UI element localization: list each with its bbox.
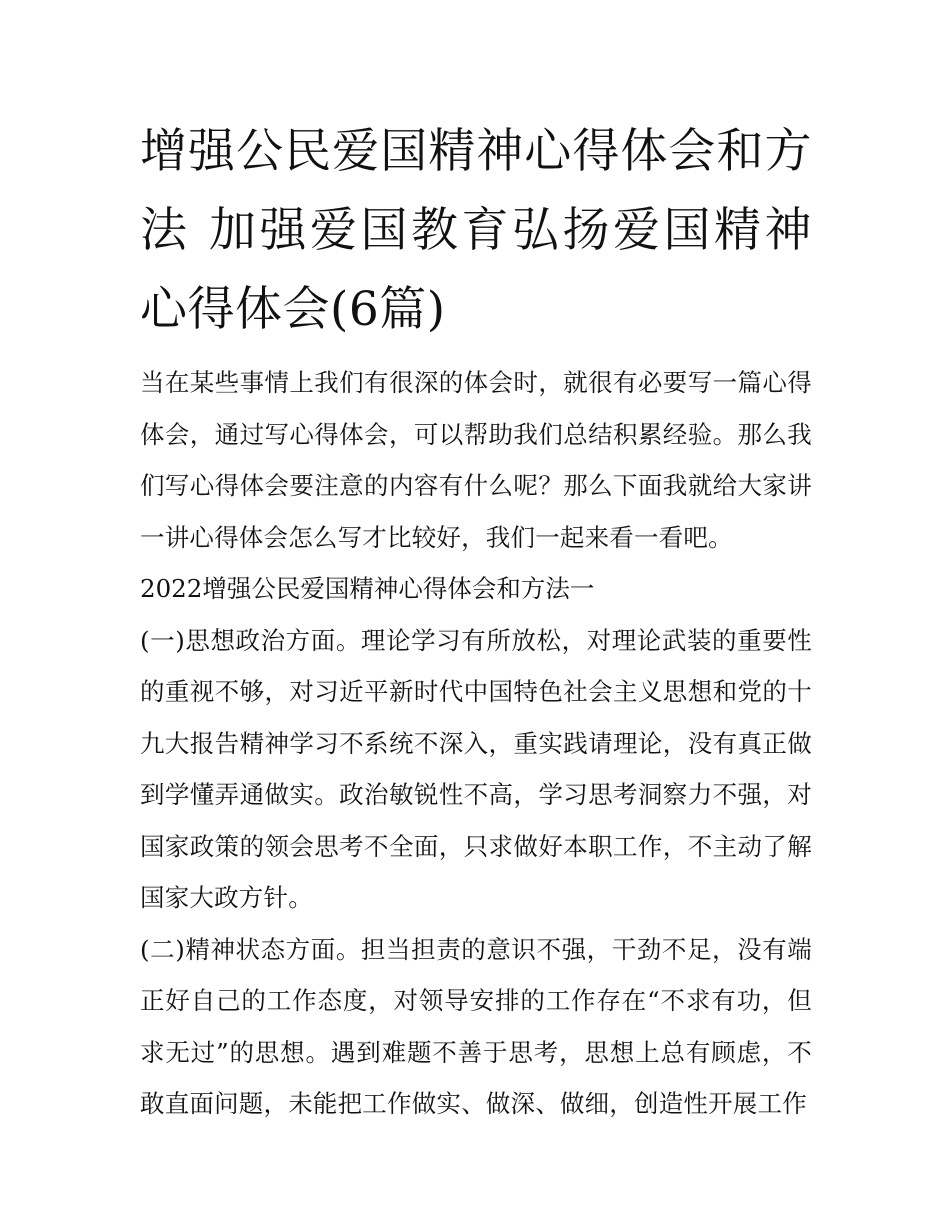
intro-paragraph: 当在某些事情上我们有很深的体会时，就很有必要写一篇心得体会，通过写心得体会，可以帮助我们总结积累经验。那么我们写心得体会要注意的内容有什么呢？那么下面我就给大家讲一讲心得体会怎么写才比较好，我们一起来看一看吧。 xyxy=(140,368,812,552)
body-paragraph-2: (二)精神状态方面。担当担责的意识不强，干劲不足，没有端正好自己的工作态度，对领导安排的工作存在“不求有功，但求无过”的思想。遇到难题不善于思考，思想上总有顾虑，不敢直面问题，未能把工作做实、做深、做细，创造性开展工作 xyxy=(140,934,812,1118)
document-title: 增强公民爱国精神心得体会和方法 加强爱国教育弘扬爱国精神心得体会(6篇) xyxy=(140,124,812,337)
document-page xyxy=(140,112,812,1130)
body-paragraph-1: (一)思想政治方面。理论学习有所放松，对理论武装的重要性的重视不够，对习近平新时代中国特色社会主义思想和党的十九大报告精神学习不系统不深入，重实践请理论，没有真正做到学懂弄通做实。政治敏锐性不高，学习思考洞察力不强，对国家政策的领会思考不全面，只求做好本职工作，不主动了解国家大政方针。 xyxy=(140,625,812,912)
section-heading: 2022增强公民爱国精神心得体会和方法一 xyxy=(140,574,595,603)
